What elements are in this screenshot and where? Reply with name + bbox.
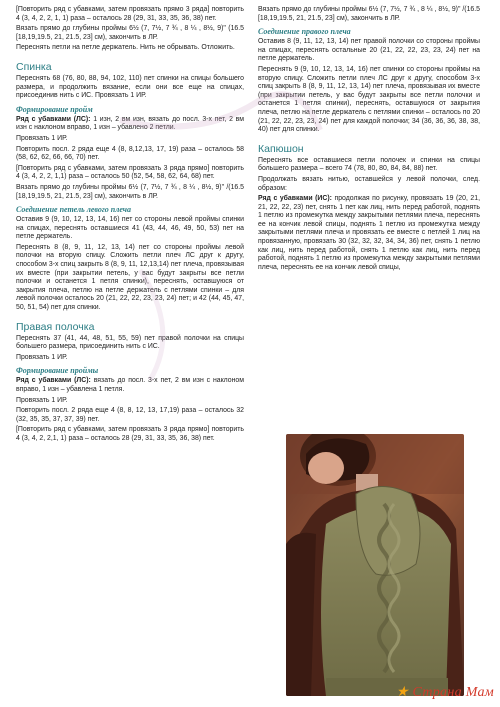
model-photo — [286, 434, 464, 696]
section-heading-right-front: Правая полочка — [16, 320, 95, 333]
paragraph: [Повторить ряд с убавками, затем провязать 3 ряда прямо] повторить 4 (3, 4, 2, 2, 1,1) раза – осталось 50 (52, 54, 58, 62, 64, 68) пет. — [16, 164, 244, 181]
subheading-armholes: Формирование пройм — [16, 104, 93, 114]
paragraph-text: продолжая по рисунку, провязать 19 (20, 21, 21, 22, 22, 23) пет, снять 1 пет как лиц, нить перед работой, поднять 1 петлю из промежутка между закрытыми петлями плеча, переснять ее на кончик левой спицы, поднять 1 петлю из промежутка между закрытыми петлями плеча и провязать ее вместе с петлей 1 лиц на провязанную, провязать 30 (32, 32, 32, 34, 34, 36) пет, снять 1 петлю как лиц, нить перед работой, снять 1 петлю как лиц, нить перед работой, поднять 1 петлю из промежутка между закрытыми петлями плеча, переснять ее на кончик левой спицы, — [258, 195, 481, 271]
bold-label: Ряд с убавками (ЛС): — [16, 377, 91, 385]
paragraph: [Повторить ряд с убавками, затем провязать 3 ряда прямо] повторить 4 (3, 4, 2, 2,1, 1) раза – осталось 28 (29, 31, 33, 35, 36, 38) пет. — [16, 426, 244, 442]
subheading-right-shoulder-join: Соединение правого плеча — [258, 27, 351, 37]
paragraph: Провязать 1 ИР. — [16, 134, 68, 142]
section-heading-hood: Капюшон — [258, 142, 304, 155]
paragraph-text: 1 изн, 2 вм изн, вязать до посл. 3-х пет, 2 вм изн с наклоном вправо, 1 изн – убавлено 2 петли. — [16, 115, 244, 132]
vest-illustration — [286, 434, 464, 696]
paragraph: Вязать прямо до глубины проймы 6½ (7, 7½, 7 ¾ , 8 ¼ , 8½, 9)" /(16.5 [18,19,19.5, 21, 21.5, 23] см), закончить в ЛР. — [16, 183, 244, 200]
paragraph: Переснять 37 (41, 44, 48, 51, 55, 59) пет правой полочки на спицы большего размера, присоединить нить с ИС. — [16, 334, 244, 351]
paragraph: Повторить посл. 2 ряда еще 4 (8, 8, 12, 13, 17,19) раза – осталось 32 (32, 35, 35, 37, 37, 39) пет. — [16, 407, 244, 423]
logo-text: Страна Мам — [412, 685, 494, 700]
paragraph: Повторить посл. 2 ряда еще 4 (8, 8,12,13, 17, 19) раза – осталось 58 (58, 62, 62, 66, 66, 70) пет. — [16, 145, 244, 162]
paragraph — [258, 195, 480, 272]
bold-label: Ряд с убавками (ЛС): — [16, 115, 91, 123]
paragraph: Переснять 9 (9, 10, 12, 13, 14, 16) пет спинки со стороны проймы на вторую спицу. Сложить петли плеч ЛС друг к другу, способом 3-х спиц закрыть 8 (8, 9, 11, 12, 13, 14) пет плеча, провязывая их вместе (при закрытии петель, у вас будут закрыты все петли полочки и останется 1 петля спинки), переснять, оставшуюся от закрытия плеча, петлю на петле держатель с петлями спинки – осталось по 20 (21, 22, 22, 23, 23, 24) пет для каждой полочки; 34 (36, 36, 36, 38, 38, 40) пет для спинки. — [258, 65, 480, 134]
subheading-left-shoulder-join: Соединение петель левого плеча — [16, 205, 131, 215]
paragraph: Переснять 8 (8, 9, 11, 12, 13, 14) пет со стороны проймы левой полочки на вторую спицу. Сложить петли плеч ЛС друг к другу, способом 3-х спиц закрыть 8 (8, 9, 11, 12,13,14) пет плеча, провязывая их вместе (при закрытии петель, у вас будут закрыты все петли полочки и останется 1 петля спинки), переснять, оставшуюся от закрытия плеча, петлю на петле держатель с петлями спинки – для левой полочки осталось 20 (21, 22, 22, 23, 23, 24) пет; и 42 (44, 45, 47, 50, 51, 54) пет для спинки. — [16, 243, 244, 312]
paragraph: Оставив 8 (9, 11, 12, 13, 14) пет правой полочки со стороны проймы на спицах, переснять остальные 20 (21, 22, 22, 23, 23, 24) пет на петле держатель. — [258, 38, 480, 63]
paragraph — [16, 377, 244, 394]
section-heading-back: Спинка — [16, 60, 52, 73]
site-logo — [396, 684, 494, 701]
paragraph: Провязать 1 ИР. — [16, 353, 68, 361]
star-icon: ★ — [395, 685, 409, 700]
right-column — [258, 0, 480, 274]
subheading-right-front-armhole: Формирование проймы — [16, 366, 99, 376]
paragraph: [Повторить ряд с убавками, затем провязать прямо 3 ряда] повторить 4 (3, 4, 2, 2, 1, 1) раза – осталось 28 (29, 31, 33, 35, 36, 38) пет. — [16, 6, 244, 22]
paragraph: Вязать прямо до глубины проймы 6½ (7, 7½, 7 ¾ , 8 ¼ , 8½, 9)" (16.5 [18,19,19.5, 21, 21.5, 23] см), закончить в ЛР. — [16, 25, 244, 41]
paragraph: Провязать 1 ИР. — [16, 396, 68, 404]
paragraph — [16, 116, 244, 133]
left-column — [16, 0, 244, 446]
paragraph: Оставив 9 (9, 10, 12, 13, 14, 16) пет со стороны левой проймы спинки на спицах, переснять оставшиеся 41 (43, 44, 46, 49, 50, 53) пет на петле держатель. — [16, 216, 244, 241]
paragraph: Переснять петли на петле держатель. Нить не обрывать. Отложить. — [16, 44, 235, 52]
bold-label: Ряд с убавками (ИС): — [258, 195, 332, 203]
paragraph: Вязать прямо до глубины проймы 6½ (7, 7½, 7 ¾ , 8 ¼ , 8½, 9)" /(16.5 [18,19,19.5, 21, 21.5, 23] см), закончить в ЛР. — [258, 6, 480, 22]
paragraph-text: вязать до посл. 3-х пет, 2 вм изн с наклоном вправо, 1 изн – убавлена 1 петля. — [16, 377, 244, 393]
paragraph: Переснять 68 (76, 80, 88, 94, 102, 110) пет спинки на спицы большего размера, и продолжить вязание, если они все еще на спицах, присоединив нить с ИС. Провязать 1 ИР. — [16, 74, 244, 100]
paragraph: Продолжать вязать нитью, оставшейся у левой полочки, след. образом: — [258, 175, 480, 192]
paragraph: Переснять все оставшиеся петли полочек и спинки на спицы большего размера – всего 74 (78, 80, 80, 84, 84, 88) пет. — [258, 156, 480, 173]
